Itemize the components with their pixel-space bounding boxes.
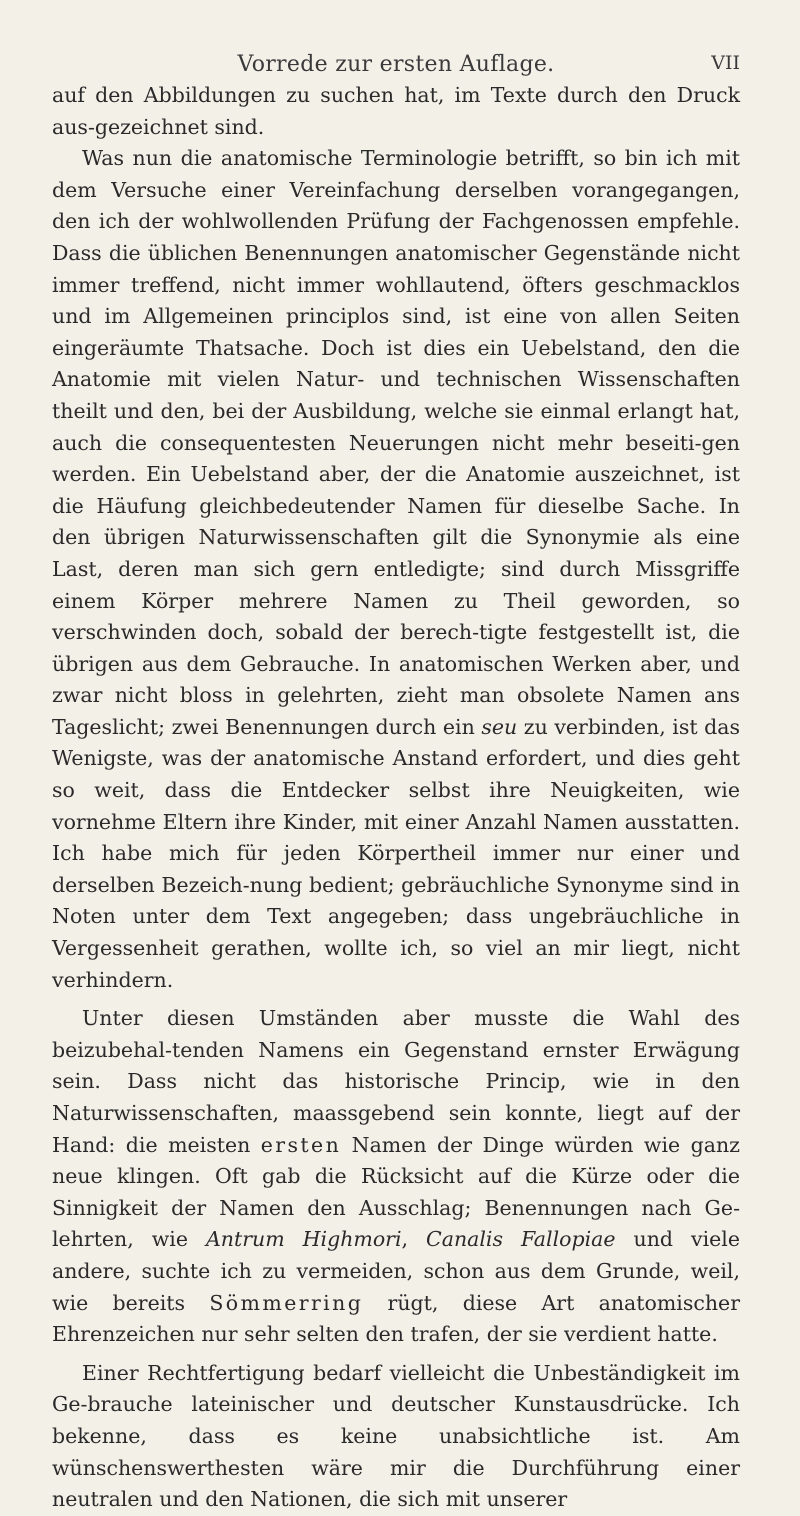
text-run: Was nun die anatomische Terminologie betrifft, so bin ich mit dem Versuche einer Vereinfachung derselben vorangegangen, den ich der wohlwollenden Prüfung der Fachgenossen empfehle. Dass die üblichen Benennungen anatomischer Gegenstände nicht immer treffend, nicht immer wohllautend, öfters geschmacklos und im Allgemeinen principlos sind, ist eine von allen Seiten eingeräumte Thatsache. Doch ist dies ein Uebelstand, den die Anatomie mit vielen Natur- und technischen Wissenschaften theilt und den, bei der Ausbildung, welche sie einmal erlangt hat, auch die consequentesten Neuerungen nicht mehr beseiti-gen werden. Ein Uebelstand aber, der die Anatomie auszeichnet, ist die Häufung gleichbedeutender Namen für dieselbe Sache. In den übrigen Naturwissenschaften gilt die Synonymie als eine Last, deren man sich gern entledigte; sind durch Missgriffe einem Körper mehrere Namen zu Theil geworden, so verschwinden doch, sobald der berech-tigte festgestellt ist, die übrigen aus dem Gebrauche. In anatomischen Werken aber, und zwar nicht bloss in gelehrten, zieht man obsolete Namen ans Tageslicht; zwei Benennungen durch ein <box>52 146 740 739</box>
text-run: zu verbinden, ist das Wenigste, was der anatomische Anstand erfordert, und dies geht so weit, dass die Entdecker selbst ihre Neuigkeiten, wie vornehme Eltern ihre Kinder, mit einer Anzahl Namen ausstatten. Ich habe mich für jeden Körpertheil immer nur einer und derselben Bezeich-nung bedient; gebräuchliche Synonyme sind in Noten unter dem Text angegeben; dass ungebräuchliche in Vergessenheit gerathen, wollte ich, so viel an mir liegt, nicht verhindern. <box>52 714 741 992</box>
body-text <box>52 80 740 1516</box>
paragraph-terminology <box>52 143 740 996</box>
text-run: und viele andere, suchte ich zu vermeiden, schon aus dem Grunde, weil, wie bereits <box>52 1227 740 1315</box>
spaced-name-soemmerring: Sömmerring <box>209 1290 364 1315</box>
text-run: Unter diesen Umständen aber musste die Wahl des beizubehal-tenden Namens ein Gegenstand ernster Erwägung sein. Dass nicht das historische Princip, wie in den Naturwissenschaften, maassgebend sein konnte, liegt auf der Hand: die meisten <box>52 1006 740 1157</box>
text-run: , <box>401 1227 427 1252</box>
italic-term-antrum-highmori: Antrum Highmori <box>205 1227 402 1252</box>
italic-term-canalis-fallopiae: Canalis Fallopiae <box>426 1227 616 1252</box>
italic-term-seu: seu <box>481 714 518 739</box>
paragraph-latin-german <box>52 1358 740 1516</box>
paragraph-continuation <box>52 80 740 143</box>
spaced-word-ersten: ersten <box>260 1132 342 1157</box>
running-title: Vorrede zur ersten Auflage. <box>237 52 555 77</box>
page-number: VII <box>711 52 740 74</box>
text-run: Einer Rechtfertigung bedarf vielleicht die Unbeständigkeit im Ge-brauche lateinischer und deutscher Kunstausdrücke. Ich bekenne, dass es keine unabsichtliche ist. Am wünschenswerthesten wäre mir die Durchführung einer neutralen und den Nationen, die sich mit unserer <box>52 1360 740 1512</box>
text-run: Namen der Dinge würden wie ganz neue klingen. Oft gab die Rücksicht auf die Kürze oder die Sinnigkeit der Namen den Ausschlag; Benennungen nach Ge-lehrten, wie <box>52 1132 740 1252</box>
paragraph-naming-choice <box>52 1003 740 1351</box>
text-run: auf den Abbildungen zu suchen hat, im Texte durch den Druck aus-gezeichnet sind. <box>52 83 740 139</box>
running-head <box>52 0 740 80</box>
text-run: rügt, diese Art anatomischer Ehrenzeichen nur sehr selten den trafen, der sie verdient hatte. <box>52 1290 740 1347</box>
